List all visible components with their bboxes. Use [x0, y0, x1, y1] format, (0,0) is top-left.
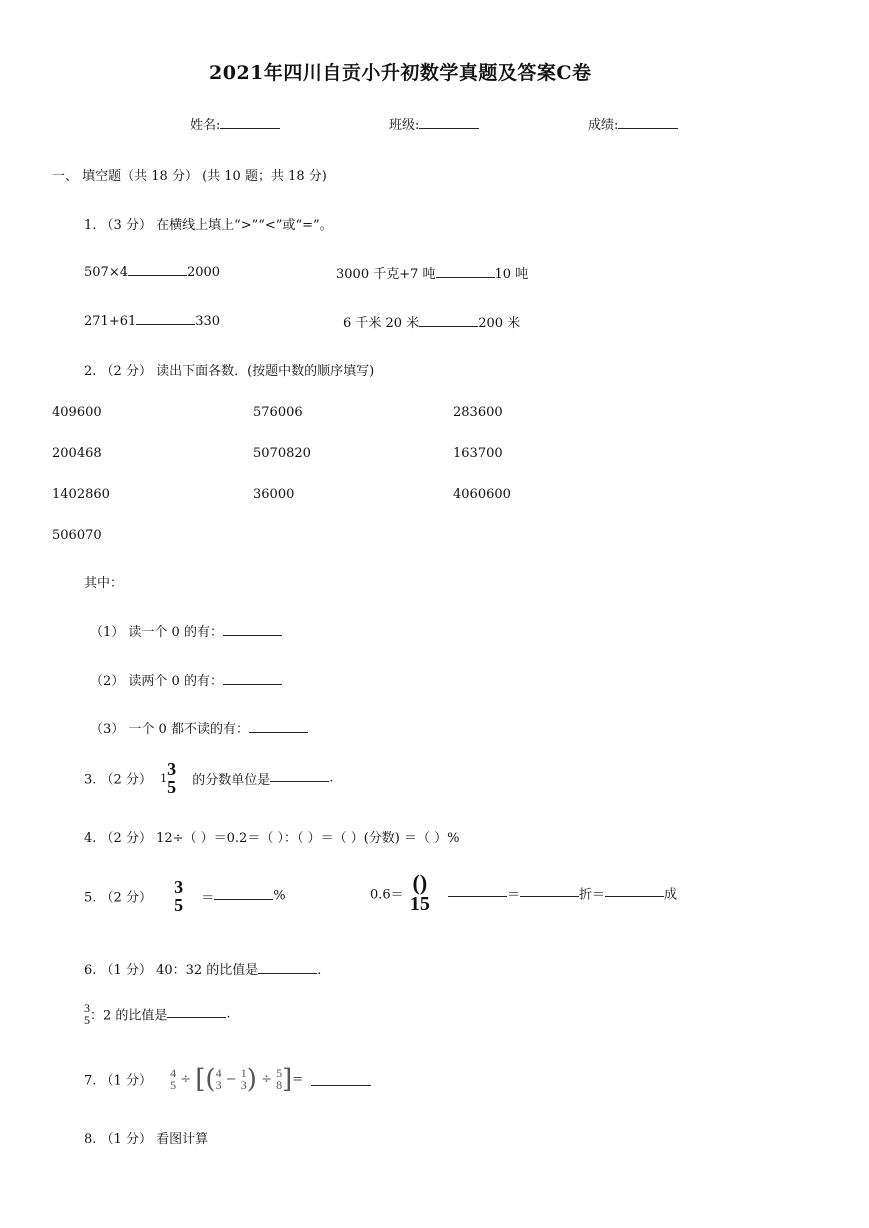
q5-row — [84, 878, 286, 914]
page-title: 2021年四川自贡小升初数学真题及答案C卷 — [209, 62, 592, 84]
q1-b-left: 3000 千克+7 吨 — [336, 267, 436, 282]
score-blank[interactable] — [618, 116, 678, 129]
fraction-denominator: 3 — [215, 1078, 222, 1092]
q8-stem: 8. （1 分） 看图计算 — [84, 1132, 209, 1147]
fraction-numerator: 3 — [174, 877, 184, 897]
minus-sign: − — [225, 1071, 237, 1087]
fraction-numerator: 5 — [276, 1066, 283, 1080]
q1-c-blank[interactable] — [136, 312, 195, 325]
fraction-denominator: 5 — [167, 777, 177, 797]
q5-b-blank3[interactable] — [605, 884, 664, 897]
q3-whole: 1 — [160, 771, 168, 785]
q3-row — [84, 760, 333, 796]
q5-prefix: 5. （2 分） — [84, 890, 152, 906]
number-item: 409600 — [52, 405, 102, 420]
score-label: 成绩: — [588, 118, 619, 133]
q5-eq: ＝ — [201, 890, 215, 906]
fraction — [216, 1067, 222, 1091]
class-blank[interactable] — [419, 116, 479, 129]
q5-zhe: 折＝ — [578, 887, 605, 903]
q2-part1-label: （1） 读一个 0 的有： — [90, 625, 223, 640]
q1-a-right: 2000 — [186, 265, 221, 280]
name-blank[interactable] — [220, 116, 280, 129]
q6-stem: 6. （1 分） 40：32 的比值是 — [84, 963, 259, 978]
q3-end: . — [329, 770, 334, 786]
fraction — [174, 878, 183, 914]
fraction-numerator: 4 — [215, 1066, 222, 1080]
q7-row — [84, 1064, 371, 1094]
q5-b-blank1[interactable] — [448, 884, 507, 897]
q1-item-c — [84, 312, 220, 329]
q5-pct: % — [273, 888, 286, 904]
q1-d-blank[interactable] — [419, 314, 478, 327]
fraction-denominator: 5 — [174, 895, 184, 915]
name-field — [190, 114, 280, 133]
q6-end: . — [317, 963, 322, 978]
q2-part2 — [90, 670, 282, 689]
q5-b-left: 0.6＝ — [370, 887, 404, 903]
number-item: 5070820 — [253, 446, 311, 461]
number-item: 576006 — [253, 405, 303, 420]
fraction-numerator: 3 — [84, 1001, 90, 1015]
q4-row: 4. （2 分） 12÷（ ）＝0.2＝（ ）：（ ）＝（ ）(分数) ＝（ ）% — [84, 831, 460, 846]
q7-blank[interactable] — [311, 1073, 371, 1086]
q6-blank[interactable] — [258, 961, 317, 974]
q1-c-left: 271+61 — [84, 314, 137, 329]
q1-a-left: 507×4 — [84, 265, 128, 280]
mixed-fraction — [167, 760, 176, 796]
q6-b-blank[interactable] — [167, 1005, 226, 1018]
equals-sign: = — [292, 1071, 304, 1087]
q5-cheng: 成 — [664, 887, 678, 903]
q1-d-left: 6 千米 20 米 — [343, 316, 420, 331]
number-item: 163700 — [453, 446, 503, 461]
number-item: 506070 — [52, 528, 102, 543]
bracket-open: [( — [195, 1064, 216, 1094]
score-field — [588, 114, 678, 133]
name-label: 姓名: — [190, 118, 221, 133]
q2-part3 — [90, 718, 308, 737]
class-label: 班级: — [389, 118, 420, 133]
number-item: 283600 — [453, 405, 503, 420]
q6-row-b — [84, 1002, 231, 1026]
q3-prefix: 3. （2 分） — [84, 772, 152, 788]
q1-b-blank[interactable] — [436, 265, 495, 278]
fraction-denominator: 5 — [84, 1013, 90, 1027]
q3-blank[interactable] — [270, 769, 329, 782]
fraction-denominator: 3 — [240, 1078, 247, 1092]
q5-eq2: ＝ — [506, 887, 520, 903]
section-heading: 一、 填空题（共 18 分） (共 10 题；共 18 分) — [52, 169, 327, 184]
q1-item-b — [336, 263, 528, 282]
q2-part3-blank[interactable] — [249, 720, 308, 733]
q6-end2: . — [226, 1006, 231, 1022]
number-item: 1402860 — [52, 487, 110, 502]
fraction-numerator: () — [412, 870, 428, 895]
q2-part1 — [90, 621, 282, 640]
q1-d-right: 200 米 — [478, 316, 521, 331]
fraction-denominator: 5 — [170, 1078, 177, 1092]
class-field — [389, 114, 479, 133]
fraction — [170, 1067, 176, 1091]
q1-item-d — [343, 312, 520, 331]
q3-suffix: 的分数单位是 — [192, 772, 271, 788]
fraction — [410, 872, 430, 914]
q1-a-blank[interactable] — [128, 263, 187, 276]
q6-line2: ：2 的比值是 — [90, 1008, 168, 1024]
paren-close: ) — [246, 1064, 257, 1094]
fraction-numerator: 3 — [167, 759, 177, 779]
q2-part2-blank[interactable] — [223, 672, 282, 685]
q2-part2-label: （2） 读两个 0 的有： — [90, 674, 223, 689]
q1-stem: 1. （3 分） 在横线上填上“>”“<”或“=”。 — [84, 218, 333, 233]
q2-among: 其中： — [84, 576, 124, 591]
q6-row — [84, 959, 321, 978]
bracket-close: ] — [282, 1064, 293, 1094]
q2-part1-blank[interactable] — [223, 623, 282, 636]
number-item: 200468 — [52, 446, 102, 461]
fraction-numerator: 1 — [240, 1066, 247, 1080]
q2-part3-label: （3） 一个 0 都不读的有： — [90, 722, 249, 737]
q5-b-blank2[interactable] — [520, 884, 579, 897]
fraction-numerator: 4 — [170, 1066, 177, 1080]
q1-item-a — [84, 263, 220, 280]
number-item: 36000 — [253, 487, 295, 502]
q2-stem: 2. （2 分） 读出下面各数．(按题中数的顺序填写) — [84, 364, 375, 379]
q1-c-right: 330 — [195, 314, 221, 329]
q1-b-right: 10 吨 — [494, 267, 529, 282]
q5-row-b — [370, 872, 677, 914]
divide-sign: ÷ — [180, 1071, 192, 1087]
number-item: 4060600 — [453, 487, 511, 502]
q5-percent-blank[interactable] — [214, 887, 273, 900]
q7-expression — [170, 1064, 307, 1094]
divide-sign: ÷ — [261, 1071, 272, 1087]
fraction-denominator: 8 — [276, 1078, 283, 1092]
q7-prefix: 7. （1 分） — [84, 1073, 152, 1089]
fraction-denominator: 15 — [409, 893, 430, 915]
